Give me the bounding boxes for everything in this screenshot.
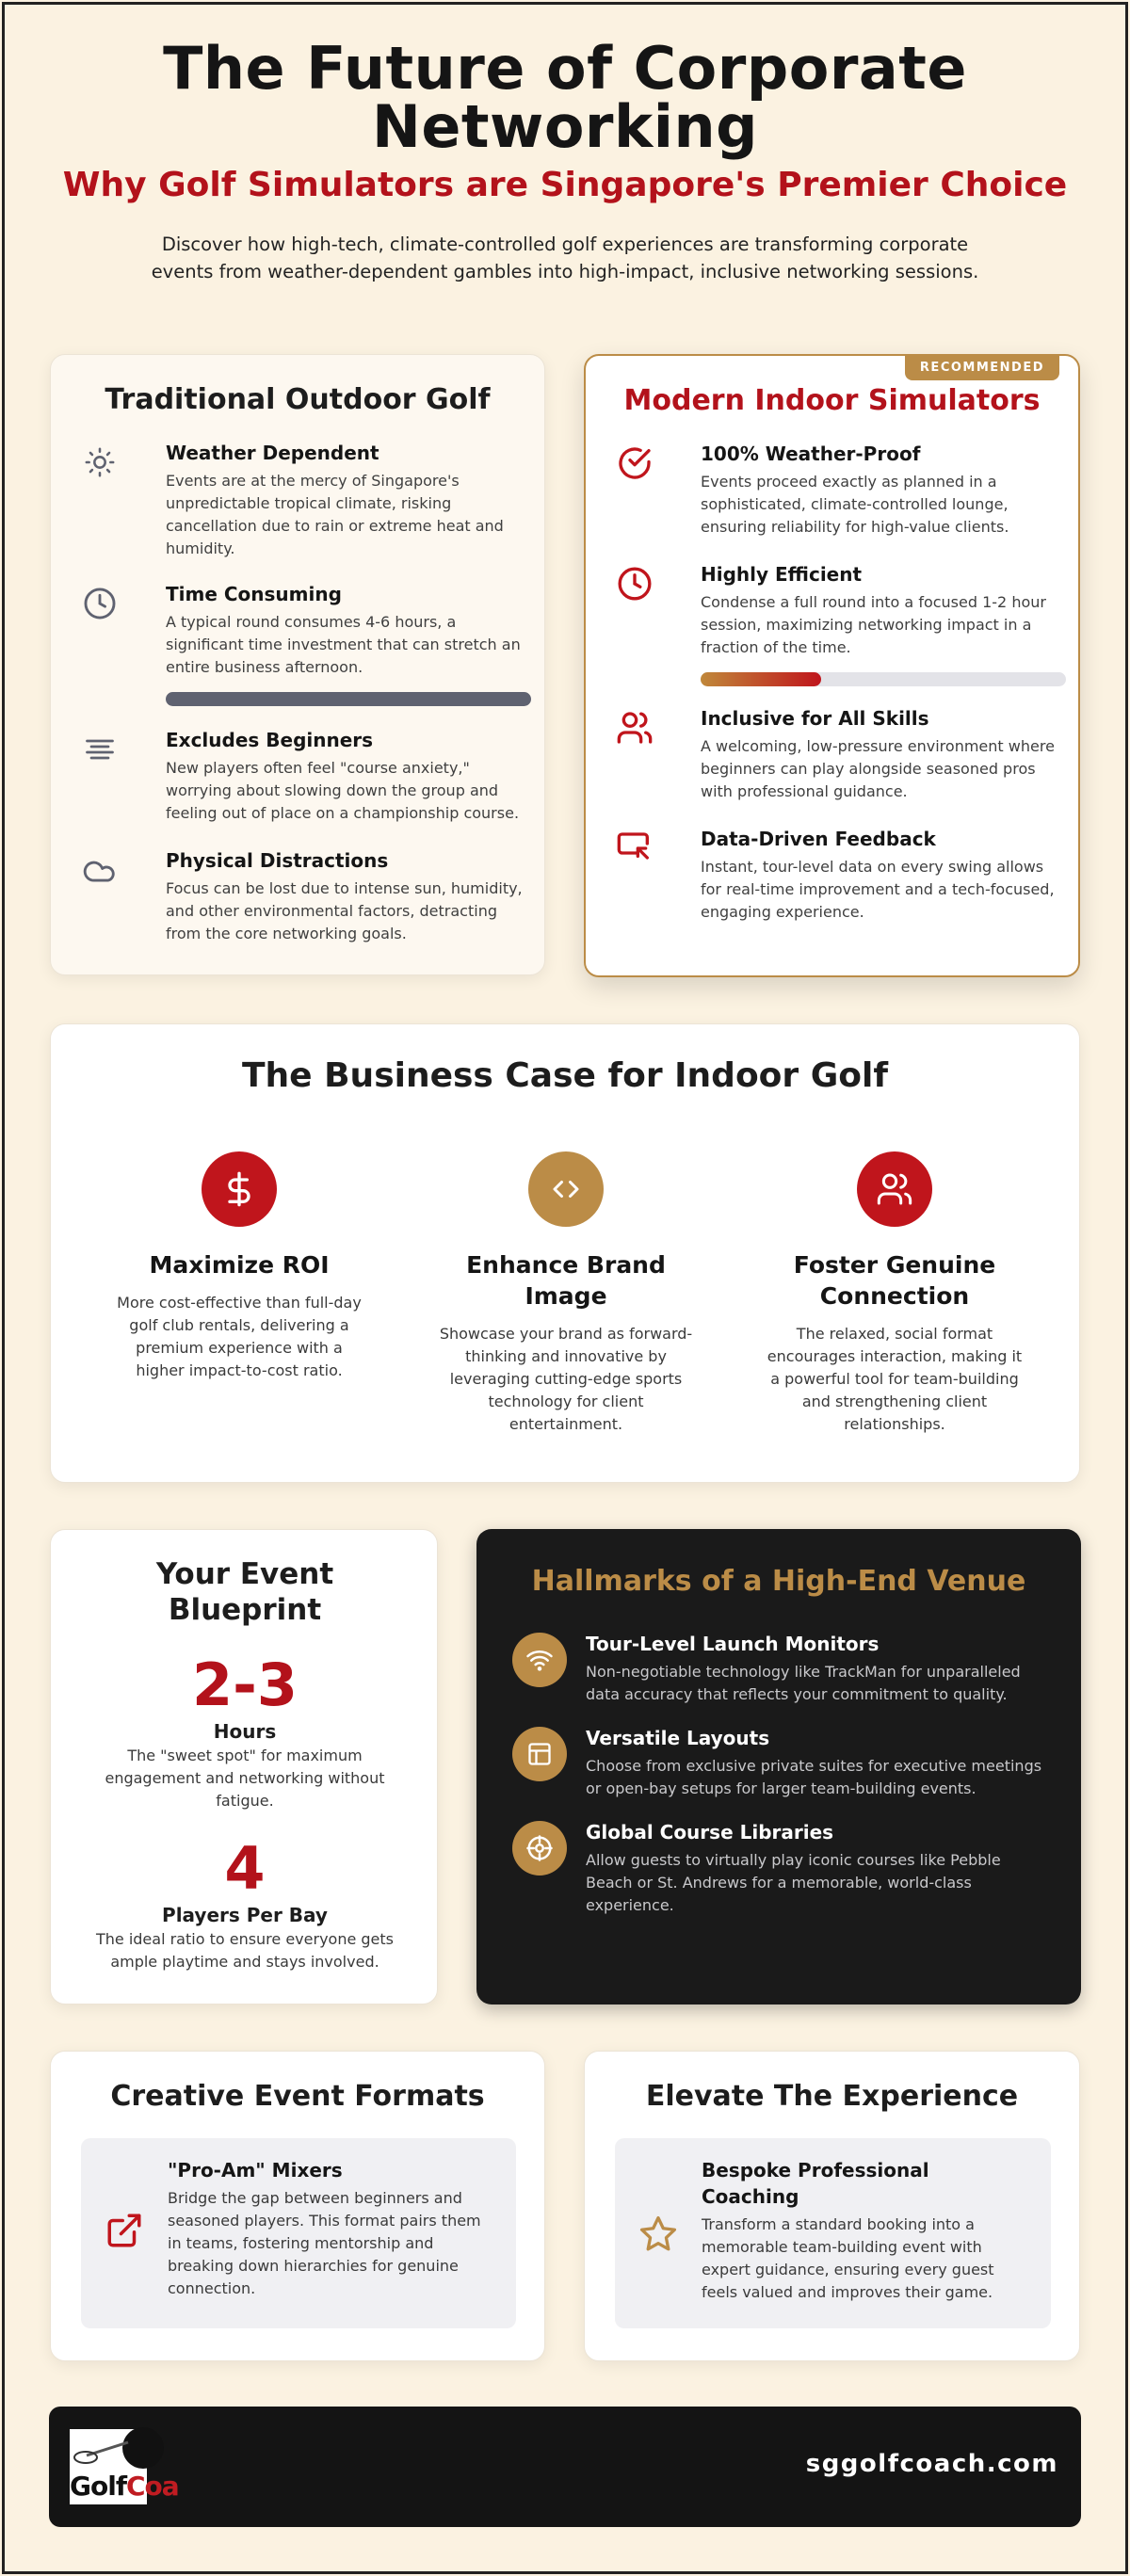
stat-label: Hours bbox=[213, 1720, 277, 1743]
efficiency-bar-fill bbox=[701, 672, 821, 686]
modern-item bbox=[614, 443, 1066, 565]
business-column bbox=[753, 1151, 1036, 1436]
page-description: Discover how high-tech, climate-controlled golf experiences are transforming corporate events from weather-dependent gambles into high-impact, inclusive networking sessions. bbox=[151, 233, 979, 282]
event-blueprint-card bbox=[50, 1529, 438, 2004]
stat-label: Players Per Bay bbox=[162, 1904, 328, 1926]
modern-card-title: Modern Indoor Simulators bbox=[623, 384, 1041, 417]
page-title: The Future of Corporate Networking bbox=[163, 34, 967, 161]
business-column-title: Foster Genuine Connection bbox=[793, 1251, 996, 1310]
item-description: Instant, tour-level data on every swing allows for real-time improvement and a tech-focused, engaging experience. bbox=[701, 858, 1055, 921]
blueprint-title: Your Event Blueprint bbox=[155, 1557, 334, 1627]
golfcoach-logo bbox=[70, 2429, 179, 2504]
item-description: A typical round consumes 4-6 hours, a significant time investment that can stretch an entire business afternoon. bbox=[166, 613, 521, 676]
business-column bbox=[98, 1151, 380, 1382]
formats-title: Creative Event Formats bbox=[110, 2080, 485, 2113]
business-column-description: Showcase your brand as forward-thinking and innovative by leveraging cutting-edge sports technology for client entertainment. bbox=[439, 1325, 693, 1433]
venue-item-description: Allow guests to virtually play iconic courses like Pebble Beach or St. Andrews for a memorable, world-class experience. bbox=[586, 1851, 1001, 1914]
stat-description: The ideal ratio to ensure everyone gets ample playtime and stays involved. bbox=[95, 1930, 395, 1971]
item-title: 100% Weather-Proof bbox=[701, 443, 921, 465]
venue-item bbox=[512, 1727, 1047, 1811]
venue-item-title: Global Course Libraries bbox=[586, 1821, 834, 1843]
venue-item-title: Versatile Layouts bbox=[586, 1727, 770, 1749]
cloud-icon bbox=[79, 849, 121, 891]
item-title: Excludes Beginners bbox=[166, 729, 374, 751]
modern-item bbox=[614, 707, 1066, 829]
item-title: Highly Efficient bbox=[701, 563, 863, 586]
elevate-item-description: Transform a standard booking into a memorable team-building event with expert guidance, ensuring every guest feels valued and improves their game. bbox=[702, 2215, 994, 2301]
venue-item-title: Tour-Level Launch Monitors bbox=[586, 1633, 880, 1655]
check-circle-icon bbox=[614, 443, 655, 484]
item-title: Data-Driven Feedback bbox=[701, 828, 936, 850]
traditional-item bbox=[79, 442, 531, 564]
website-link[interactable]: sggolfcoach.com bbox=[805, 2450, 1058, 2478]
item-description: A welcoming, low-pressure environment where beginners can play alongside seasoned pros with professional guidance. bbox=[701, 737, 1055, 800]
elevate-item-title: Bespoke Professional Coaching bbox=[702, 2159, 929, 2208]
business-column bbox=[425, 1151, 707, 1436]
page-subtitle: Why Golf Simulators are Singapore's Premier Choice bbox=[62, 166, 1068, 204]
stat-value: 4 bbox=[224, 1834, 266, 1903]
venue-item-description: Non-negotiable technology like TrackMan for unparalleled data accuracy that reflects your commitment to quality. bbox=[586, 1663, 1021, 1703]
format-description: Bridge the gap between beginners and seasoned players. This format pairs them in teams, fostering mentorship and breaking down hierarchies for genuine connection. bbox=[168, 2189, 481, 2297]
high-end-venue-card bbox=[476, 1529, 1081, 2004]
time-bar bbox=[166, 692, 531, 706]
business-column-title: Maximize ROI bbox=[149, 1251, 330, 1279]
item-description: Condense a full round into a focused 1-2 hour session, maximizing networking impact in a fraction of the time. bbox=[701, 593, 1046, 656]
venue-item bbox=[512, 1821, 1047, 1924]
item-description: Events are at the mercy of Singapore's unpredictable tropical climate, risking cancellation due to rain or extreme heat and humidity. bbox=[166, 472, 504, 557]
business-column-description: The relaxed, social format encourages interaction, making it a powerful tool for team-building and strengthening client relationships. bbox=[767, 1325, 1023, 1433]
elevate-experience-card bbox=[584, 2051, 1080, 2361]
recommended-badge: RECOMMENDED bbox=[905, 355, 1059, 380]
blueprint-stat bbox=[79, 1836, 411, 1973]
item-title: Time Consuming bbox=[166, 583, 342, 605]
business-column-description: More cost-effective than full-day golf club rentals, delivering a premium experience with a higher impact-to-cost ratio. bbox=[117, 1294, 362, 1379]
business-case-card bbox=[50, 1023, 1080, 1483]
venue-title: Hallmarks of a High-End Venue bbox=[531, 1565, 1026, 1598]
elevate-item bbox=[615, 2138, 1051, 2328]
wifi-icon bbox=[512, 1633, 567, 1687]
item-description: Events proceed exactly as planned in a sophisticated, climate-controlled lounge, ensuring reliability for high-value clients. bbox=[701, 473, 1009, 536]
traditional-item bbox=[79, 849, 531, 972]
format-item bbox=[81, 2138, 516, 2328]
menu-lines-icon bbox=[79, 729, 121, 770]
business-column-title: Enhance Brand Image bbox=[466, 1251, 666, 1310]
item-description: New players often feel "course anxiety," worrying about slowing down the group and feeling out of place on a championship course. bbox=[166, 759, 520, 822]
dollar-icon bbox=[202, 1151, 277, 1227]
blueprint-stat bbox=[79, 1652, 411, 1812]
item-title: Physical Distractions bbox=[166, 849, 389, 872]
users-icon bbox=[614, 707, 655, 749]
stat-description: The "sweet spot" for maximum engagement and networking without fatigue. bbox=[105, 1747, 385, 1810]
modern-simulators-card bbox=[584, 354, 1080, 977]
venue-item-description: Choose from exclusive private suites for executive meetings or open-bay setups for larger team-building events. bbox=[586, 1757, 1042, 1797]
traditional-golf-card bbox=[50, 354, 545, 975]
logo-text: GolfCoa bbox=[70, 2471, 179, 2502]
globe-target-icon bbox=[512, 1821, 567, 1876]
screen-cursor-icon bbox=[614, 828, 655, 869]
item-description: Focus can be lost due to intense sun, humidity, and other environmental factors, detracting from the core networking goals. bbox=[166, 879, 523, 942]
modern-item bbox=[614, 563, 1066, 695]
users-icon bbox=[857, 1151, 932, 1227]
traditional-item bbox=[79, 729, 531, 851]
venue-item bbox=[512, 1633, 1047, 1717]
modern-item bbox=[614, 828, 1066, 950]
layout-icon bbox=[512, 1727, 567, 1781]
elevate-title: Elevate The Experience bbox=[645, 2080, 1019, 2113]
efficiency-bar bbox=[701, 672, 1066, 686]
clock-icon bbox=[614, 563, 655, 604]
traditional-item bbox=[79, 583, 531, 705]
external-link-icon bbox=[102, 2208, 147, 2253]
format-title: "Pro-Am" Mixers bbox=[168, 2159, 343, 2182]
code-brackets-icon bbox=[528, 1151, 604, 1227]
traditional-card-title: Traditional Outdoor Golf bbox=[105, 383, 491, 416]
creative-formats-card bbox=[50, 2051, 545, 2361]
footer bbox=[49, 2407, 1081, 2527]
item-title: Inclusive for All Skills bbox=[701, 707, 929, 730]
business-case-title: The Business Case for Indoor Golf bbox=[241, 1056, 888, 1095]
sun-icon bbox=[79, 442, 121, 483]
item-title: Weather Dependent bbox=[166, 442, 379, 464]
star-icon bbox=[636, 2212, 681, 2257]
stat-value: 2-3 bbox=[191, 1650, 298, 1719]
clock-icon bbox=[79, 583, 121, 624]
